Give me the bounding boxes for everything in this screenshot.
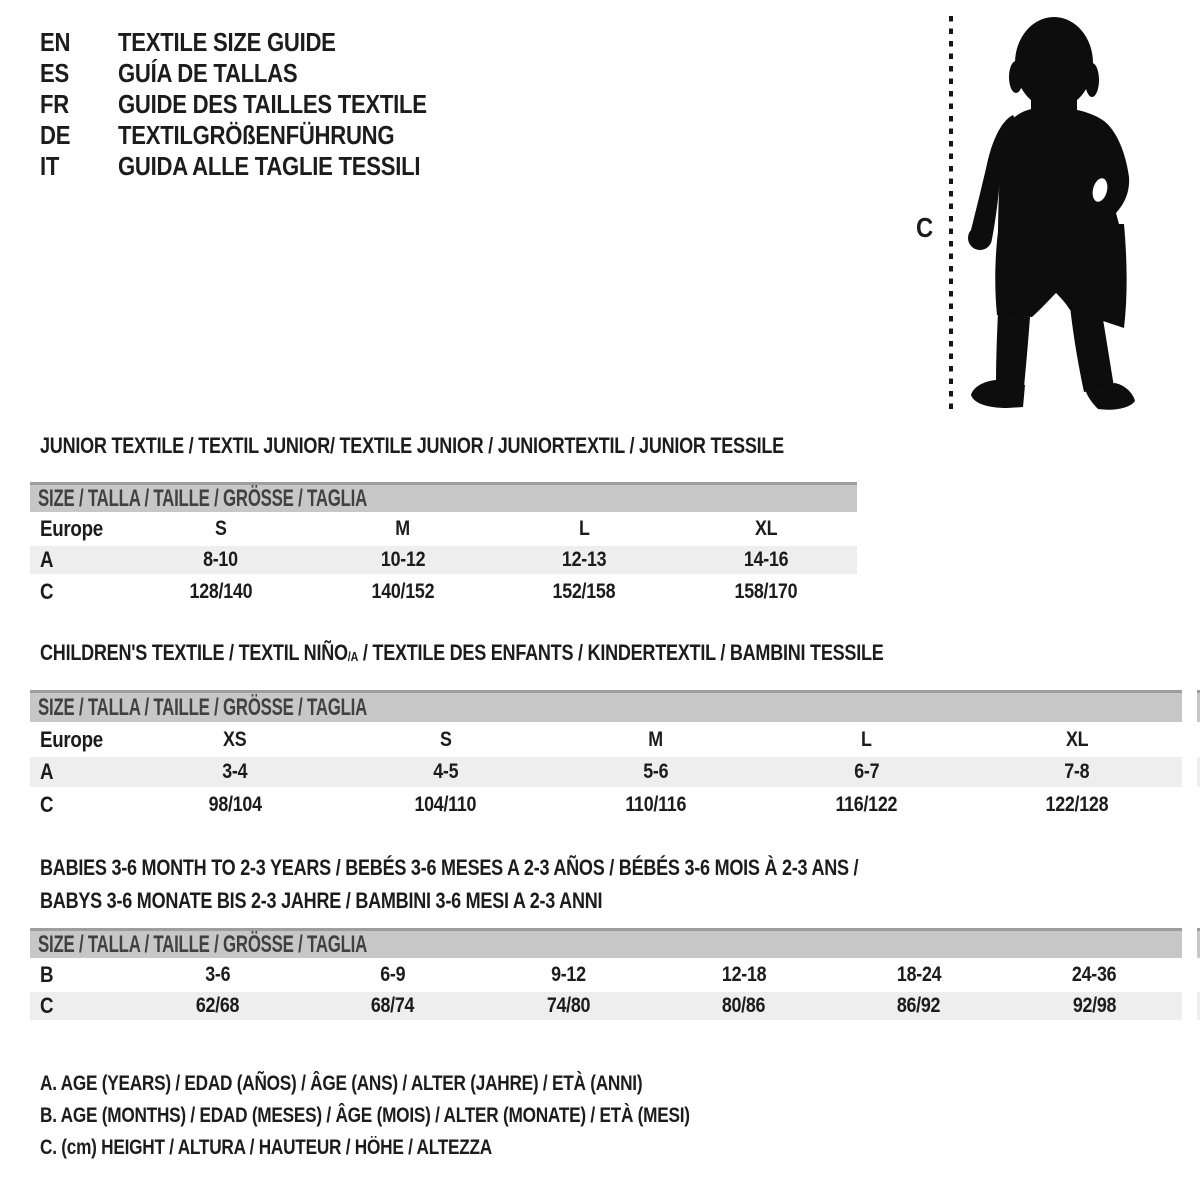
babies-section-title: BABIES 3-6 MONTH TO 2-3 YEARS / BEBÉS 3-6 MESES A 2-3 AÑOS / BÉBÉS 3-6 MOIS À 2-3 ANS / BABYS 3-6 MONATE BIS 2-3 JAHRE / BAMBINI 3-6 MESI A 2-3 ANNI <box>40 855 859 913</box>
height-cell: 92/98 <box>1072 994 1117 1017</box>
legend-footnotes <box>40 1068 832 1164</box>
row-label: Europe <box>40 726 103 752</box>
language-code: EN <box>40 27 71 57</box>
language-row-it <box>40 151 481 182</box>
age-cell: 12-13 <box>562 548 607 571</box>
height-cell: 110/116 <box>625 792 687 816</box>
age-cell: 12-18 <box>721 963 766 986</box>
size-cell: XS <box>223 727 247 751</box>
language-title: GUIDE DES TAILLES TEXTILE <box>118 89 427 119</box>
age-cell: 6-9 <box>380 963 406 986</box>
height-cell: 128/140 <box>189 580 253 603</box>
table-row-europe <box>30 512 857 546</box>
height-cell: 80/86 <box>721 994 766 1017</box>
size-cell: L <box>579 517 590 540</box>
table-row-height-cm <box>30 787 1182 822</box>
age-cell: 9-12 <box>550 963 586 986</box>
height-cell: 140/152 <box>371 580 434 603</box>
children-section-title: CHILDREN'S TEXTILE / TEXTIL NIÑO/A / TEXTILE DES ENFANTS / KINDERTEXTIL / BAMBINI TESSILE <box>40 640 884 665</box>
row-label: Europe <box>40 516 103 541</box>
size-cell: S <box>439 727 452 751</box>
age-cell: 10-12 <box>380 548 425 571</box>
row-label: C <box>40 993 54 1018</box>
junior-section-title: JUNIOR TEXTILE / TEXTIL JUNIOR/ TEXTILE JUNIOR / JUNIORTEXTIL / JUNIOR TESSILE <box>40 433 784 458</box>
age-cell: 4-5 <box>433 760 459 783</box>
footnote-age-months: B. AGE (MONTHS) / EDAD (MESES) / ÂGE (MOIS) / ALTER (MONATE) / ETÀ (MESI) <box>40 1104 690 1127</box>
language-title: TEXTILGRÖßENFÜHRUNG <box>118 120 395 150</box>
language-code: FR <box>40 89 69 119</box>
height-cell: 158/170 <box>734 580 798 603</box>
age-cell: 7-8 <box>1064 760 1090 783</box>
children-size-table <box>30 690 1182 822</box>
nino-a-subscript: /A <box>347 649 359 664</box>
size-cell: XL <box>1065 727 1088 751</box>
row-label: C <box>40 579 54 604</box>
age-cell: 14-16 <box>743 548 789 571</box>
table-header-text: SIZE / TALLA / TAILLE / GRÖSSE / TAGLIA <box>38 484 368 512</box>
age-cell: 8-10 <box>203 548 239 571</box>
height-cell: 86/92 <box>897 994 941 1017</box>
row-label: A <box>40 759 54 784</box>
age-cell: 18-24 <box>896 963 942 986</box>
height-cell: 152/158 <box>553 580 616 603</box>
table-row-height-cm <box>30 992 1182 1020</box>
babies-size-table <box>30 928 1182 1020</box>
row-label: C <box>40 791 54 817</box>
age-cell: 24-36 <box>1072 963 1117 986</box>
table-row-age-years <box>30 757 1182 787</box>
table-row-age-months <box>30 958 1182 992</box>
table-row-europe <box>30 722 1182 757</box>
language-row-de <box>40 120 481 151</box>
language-code: ES <box>40 58 69 88</box>
language-code: DE <box>40 120 71 150</box>
junior-size-table <box>30 482 857 610</box>
height-cell: 116/122 <box>835 792 898 816</box>
table-row-age-years <box>30 546 857 574</box>
language-title: GUÍA DE TALLAS <box>118 58 298 88</box>
table-header-bar <box>30 928 1182 958</box>
size-cell: M <box>395 517 410 540</box>
footnote-height-cm: C. (cm) HEIGHT / ALTURA / HAUTEUR / HÖHE / ALTEZZA <box>40 1136 492 1159</box>
language-row-es <box>40 58 481 89</box>
language-code: IT <box>40 151 60 181</box>
height-cell: 122/128 <box>1045 792 1109 816</box>
height-cell: 98/104 <box>208 792 262 816</box>
age-cell: 3-6 <box>205 963 231 986</box>
language-title: GUIDA ALLE TAGLIE TESSILI <box>118 151 421 181</box>
height-measure-label: C <box>916 212 933 243</box>
language-title: TEXTILE SIZE GUIDE <box>118 27 336 57</box>
height-cell: 74/80 <box>546 994 591 1017</box>
language-title-list <box>40 27 481 182</box>
table-header-text: SIZE / TALLA / TAILLE / GRÖSSE / TAGLIA <box>38 930 368 958</box>
footnote-age-years: A. AGE (YEARS) / EDAD (AÑOS) / ÂGE (ANS) / ALTER (JAHRE) / ETÀ (ANNI) <box>40 1072 643 1095</box>
table-header-text: SIZE / TALLA / TAILLE / GRÖSSE / TAGLIA <box>38 693 368 721</box>
height-cell: 68/74 <box>371 994 415 1017</box>
height-dashed-line <box>947 14 955 418</box>
size-cell: S <box>215 517 227 540</box>
size-cell: L <box>861 727 872 751</box>
table-row-height-cm <box>30 574 857 610</box>
age-cell: 3-4 <box>222 760 248 783</box>
row-label: A <box>40 547 54 572</box>
age-cell: 6-7 <box>853 760 879 783</box>
table-header-bar <box>30 482 857 512</box>
size-cell: XL <box>754 517 778 540</box>
toddler-silhouette-icon <box>965 14 1140 418</box>
height-cell: 62/68 <box>195 994 240 1017</box>
language-row-fr <box>40 89 481 120</box>
size-cell: M <box>648 727 664 751</box>
table-header-bar <box>30 690 1182 722</box>
language-row-en <box>40 27 481 58</box>
height-cell: 104/110 <box>414 792 477 816</box>
age-cell: 5-6 <box>643 760 669 783</box>
row-label: B <box>40 962 54 987</box>
